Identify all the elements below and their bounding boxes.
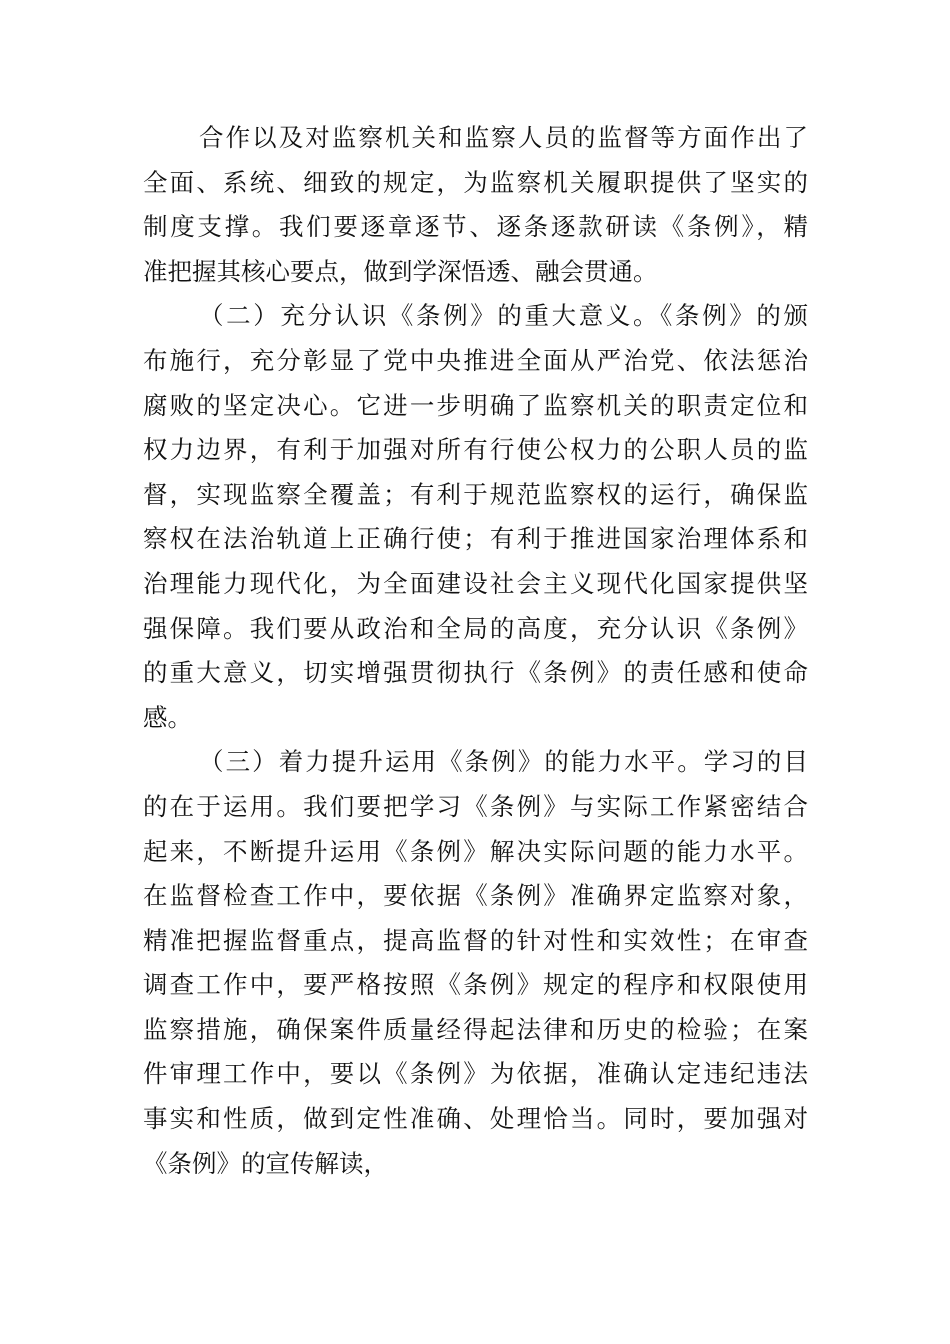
paragraph-2-line-2: 布施行，充分彰显了党中央推进全面从严治党、依法惩治 bbox=[143, 345, 808, 375]
paragraph-3-line-2: 的在于运用。我们要把学习《条例》与实际工作紧密结合 bbox=[143, 791, 808, 821]
paragraph-2-line-4: 权力边界，有利于加强对所有行使公权力的公职人员的监 bbox=[143, 435, 808, 465]
paragraph-2-line-9: 的重大意义，切实增强贯彻执行《条例》的责任感和使命 bbox=[143, 658, 808, 688]
paragraph-3-line-3: 起来，不断提升运用《条例》解决实际问题的能力水平。 bbox=[143, 836, 808, 866]
paragraph-3-line-10: 《条例》的宣传解读， bbox=[143, 1148, 388, 1178]
paragraph-2-line-3: 腐败的坚定决心。它进一步明确了监察机关的职责定位和 bbox=[143, 390, 808, 420]
paragraph-3-line-1: （三）着力提升运用《条例》的能力水平。学习的目 bbox=[199, 747, 808, 777]
paragraph-1-line-3: 制度支撑。我们要逐章逐节、逐条逐款研读《条例》，精 bbox=[143, 212, 808, 242]
paragraph-1-line-2: 全面、系统、细致的规定，为监察机关履职提供了坚实的 bbox=[143, 167, 808, 197]
body-text bbox=[143, 116, 808, 1186]
paragraph-3-line-7: 监察措施，确保案件质量经得起法律和历史的检验；在案 bbox=[143, 1014, 808, 1044]
paragraph-2-line-7: 治理能力现代化，为全面建设社会主义现代化国家提供坚 bbox=[143, 568, 808, 598]
paragraph-3-line-8: 件审理工作中，要以《条例》为依据，准确认定违纪违法 bbox=[143, 1059, 808, 1089]
paragraph-3-line-9: 事实和性质，做到定性准确、处理恰当。同时，要加强对 bbox=[143, 1104, 808, 1134]
paragraph-3-line-6: 调查工作中，要严格按照《条例》规定的程序和权限使用 bbox=[143, 970, 808, 1000]
paragraph-3-line-4: 在监督检查工作中，要依据《条例》准确界定监察对象， bbox=[143, 881, 808, 911]
paragraph-2-line-10: 感。 bbox=[143, 702, 192, 732]
paragraph-3-line-5: 精准把握监督重点，提高监督的针对性和实效性；在审查 bbox=[143, 925, 808, 955]
paragraph-2-line-8: 强保障。我们要从政治和全局的高度，充分认识《条例》 bbox=[143, 613, 808, 643]
paragraph-1-line-4: 准把握其核心要点，做到学深悟透、融会贯通。 bbox=[143, 256, 658, 286]
paragraph-2-line-5: 督，实现监察全覆盖；有利于规范监察权的运行，确保监 bbox=[143, 479, 808, 509]
paragraph-2-line-6: 察权在法治轨道上正确行使；有利于推进国家治理体系和 bbox=[143, 524, 808, 554]
paragraph-1-line-1: 合作以及对监察机关和监察人员的监督等方面作出了 bbox=[199, 123, 808, 152]
paragraph-2-line-1: （二）充分认识《条例》的重大意义。《条例》的颁 bbox=[199, 301, 808, 331]
